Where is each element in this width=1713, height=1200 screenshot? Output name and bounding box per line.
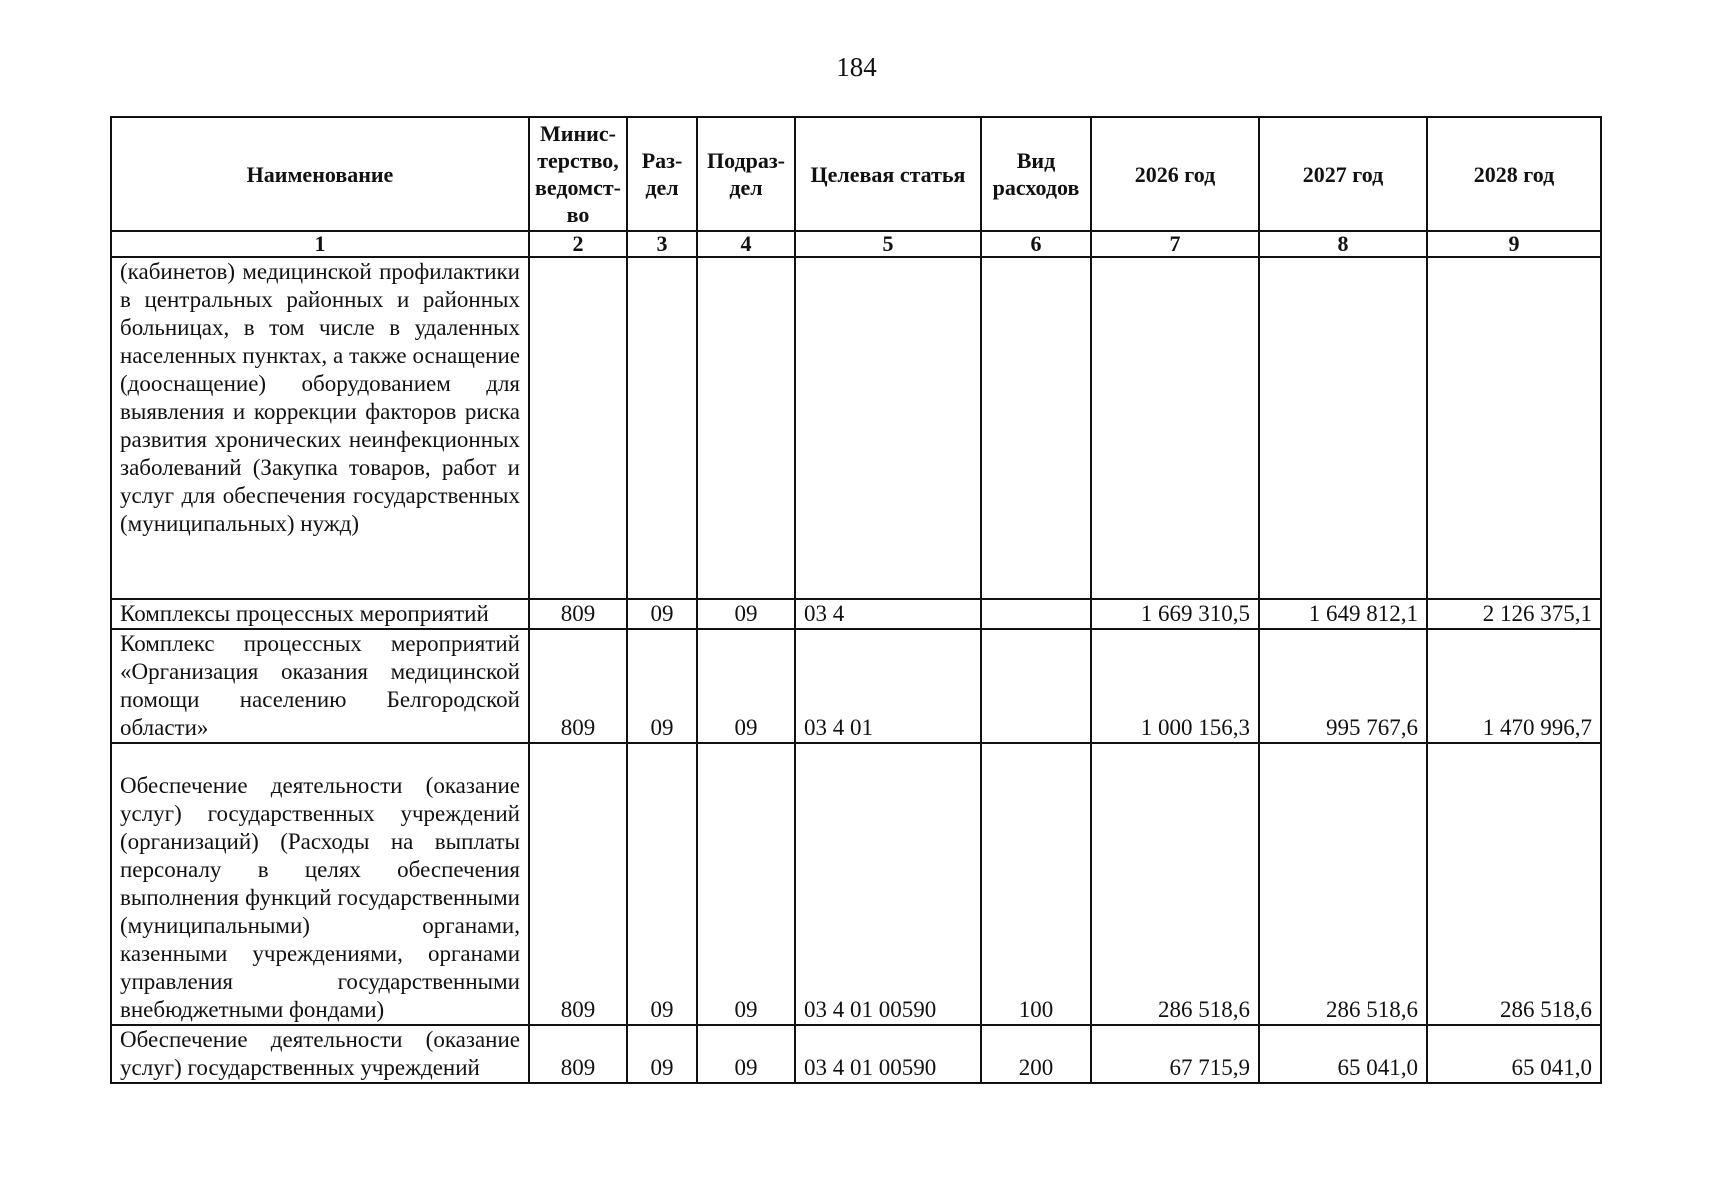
row-expense-type [981, 629, 1091, 743]
row-subsection: 09 [697, 599, 795, 629]
table-row [111, 1025, 1601, 1083]
row-2028 [1427, 257, 1601, 599]
row-target: 03 4 01 00590 [795, 1025, 981, 1083]
column-number: 5 [795, 231, 981, 257]
column-number: 1 [111, 231, 529, 257]
row-subsection: 09 [697, 743, 795, 1025]
header-section: Раз-дел [627, 117, 697, 231]
row-target: 03 4 [795, 599, 981, 629]
row-name: Обеспечение деятельности (оказание услуг) государственных учреждений (организаций) (Расходы на выплаты персоналу в целях обеспечения выполнения функций государственными (муниципальными) органами, казенными учреждениями, органами управления государственными внебюджетными фондами) [111, 743, 529, 1025]
column-number: 7 [1091, 231, 1259, 257]
budget-table [110, 116, 1602, 1084]
header-subsection: Подраз-дел [697, 117, 795, 231]
row-2028: 65 041,0 [1427, 1025, 1601, 1083]
header-name: Наименование [111, 117, 529, 231]
table-row [111, 257, 1601, 599]
row-2027 [1259, 257, 1427, 599]
column-number: 6 [981, 231, 1091, 257]
row-target: 03 4 01 [795, 629, 981, 743]
row-ministry: 809 [529, 1025, 627, 1083]
row-2026: 1 669 310,5 [1091, 599, 1259, 629]
row-2027: 65 041,0 [1259, 1025, 1427, 1083]
header-ministry: Минис-терство, ведомст-во [529, 117, 627, 231]
row-subsection: 09 [697, 629, 795, 743]
row-section: 09 [627, 629, 697, 743]
row-2026: 1 000 156,3 [1091, 629, 1259, 743]
row-ministry [529, 257, 627, 599]
row-name: Комплексы процессных мероприятий [111, 599, 529, 629]
row-target: 03 4 01 00590 [795, 743, 981, 1025]
row-ministry: 809 [529, 629, 627, 743]
row-expense-type [981, 257, 1091, 599]
column-number: 8 [1259, 231, 1427, 257]
row-expense-type: 100 [981, 743, 1091, 1025]
row-section [627, 257, 697, 599]
row-section: 09 [627, 1025, 697, 1083]
table-header-row [111, 117, 1601, 231]
column-number: 2 [529, 231, 627, 257]
row-expense-type: 200 [981, 1025, 1091, 1083]
table-row [111, 743, 1601, 1025]
row-subsection: 09 [697, 1025, 795, 1083]
page-number: 184 [836, 52, 877, 82]
row-name: Обеспечение деятельности (оказание услуг) государственных учреждений [111, 1025, 529, 1083]
row-2027: 1 649 812,1 [1259, 599, 1427, 629]
header-expense-type: Вид расходов [981, 117, 1091, 231]
column-number: 4 [697, 231, 795, 257]
row-ministry: 809 [529, 743, 627, 1025]
row-ministry: 809 [529, 599, 627, 629]
row-target [795, 257, 981, 599]
header-target: Целевая статья [795, 117, 981, 231]
row-2028: 286 518,6 [1427, 743, 1601, 1025]
table-row [111, 599, 1601, 629]
row-2026: 286 518,6 [1091, 743, 1259, 1025]
row-2028: 2 126 375,1 [1427, 599, 1601, 629]
row-2026 [1091, 257, 1259, 599]
table-row [111, 629, 1601, 743]
column-number-row [111, 231, 1601, 257]
row-section: 09 [627, 743, 697, 1025]
row-subsection [697, 257, 795, 599]
header-2026: 2026 год [1091, 117, 1259, 231]
row-2027: 286 518,6 [1259, 743, 1427, 1025]
header-2028: 2028 год [1427, 117, 1601, 231]
row-name: (кабинетов) медицинской профилактики в центральных районных и районных больницах, в том числе в удаленных населенных пунктах, а также оснащение (дооснащение) оборудованием для выявления и коррекции факторов риска развития хронических неинфекционных заболеваний (Закупка товаров, работ и услуг для обеспечения государственных (муниципальных) нужд) [111, 257, 529, 599]
column-number: 3 [627, 231, 697, 257]
header-2027: 2027 год [1259, 117, 1427, 231]
row-2026: 67 715,9 [1091, 1025, 1259, 1083]
row-2028: 1 470 996,7 [1427, 629, 1601, 743]
row-expense-type [981, 599, 1091, 629]
row-section: 09 [627, 599, 697, 629]
column-number: 9 [1427, 231, 1601, 257]
row-name: Комплекс процессных мероприятий «Организация оказания медицинской помощи населению Белгородской области» [111, 629, 529, 743]
row-2027: 995 767,6 [1259, 629, 1427, 743]
